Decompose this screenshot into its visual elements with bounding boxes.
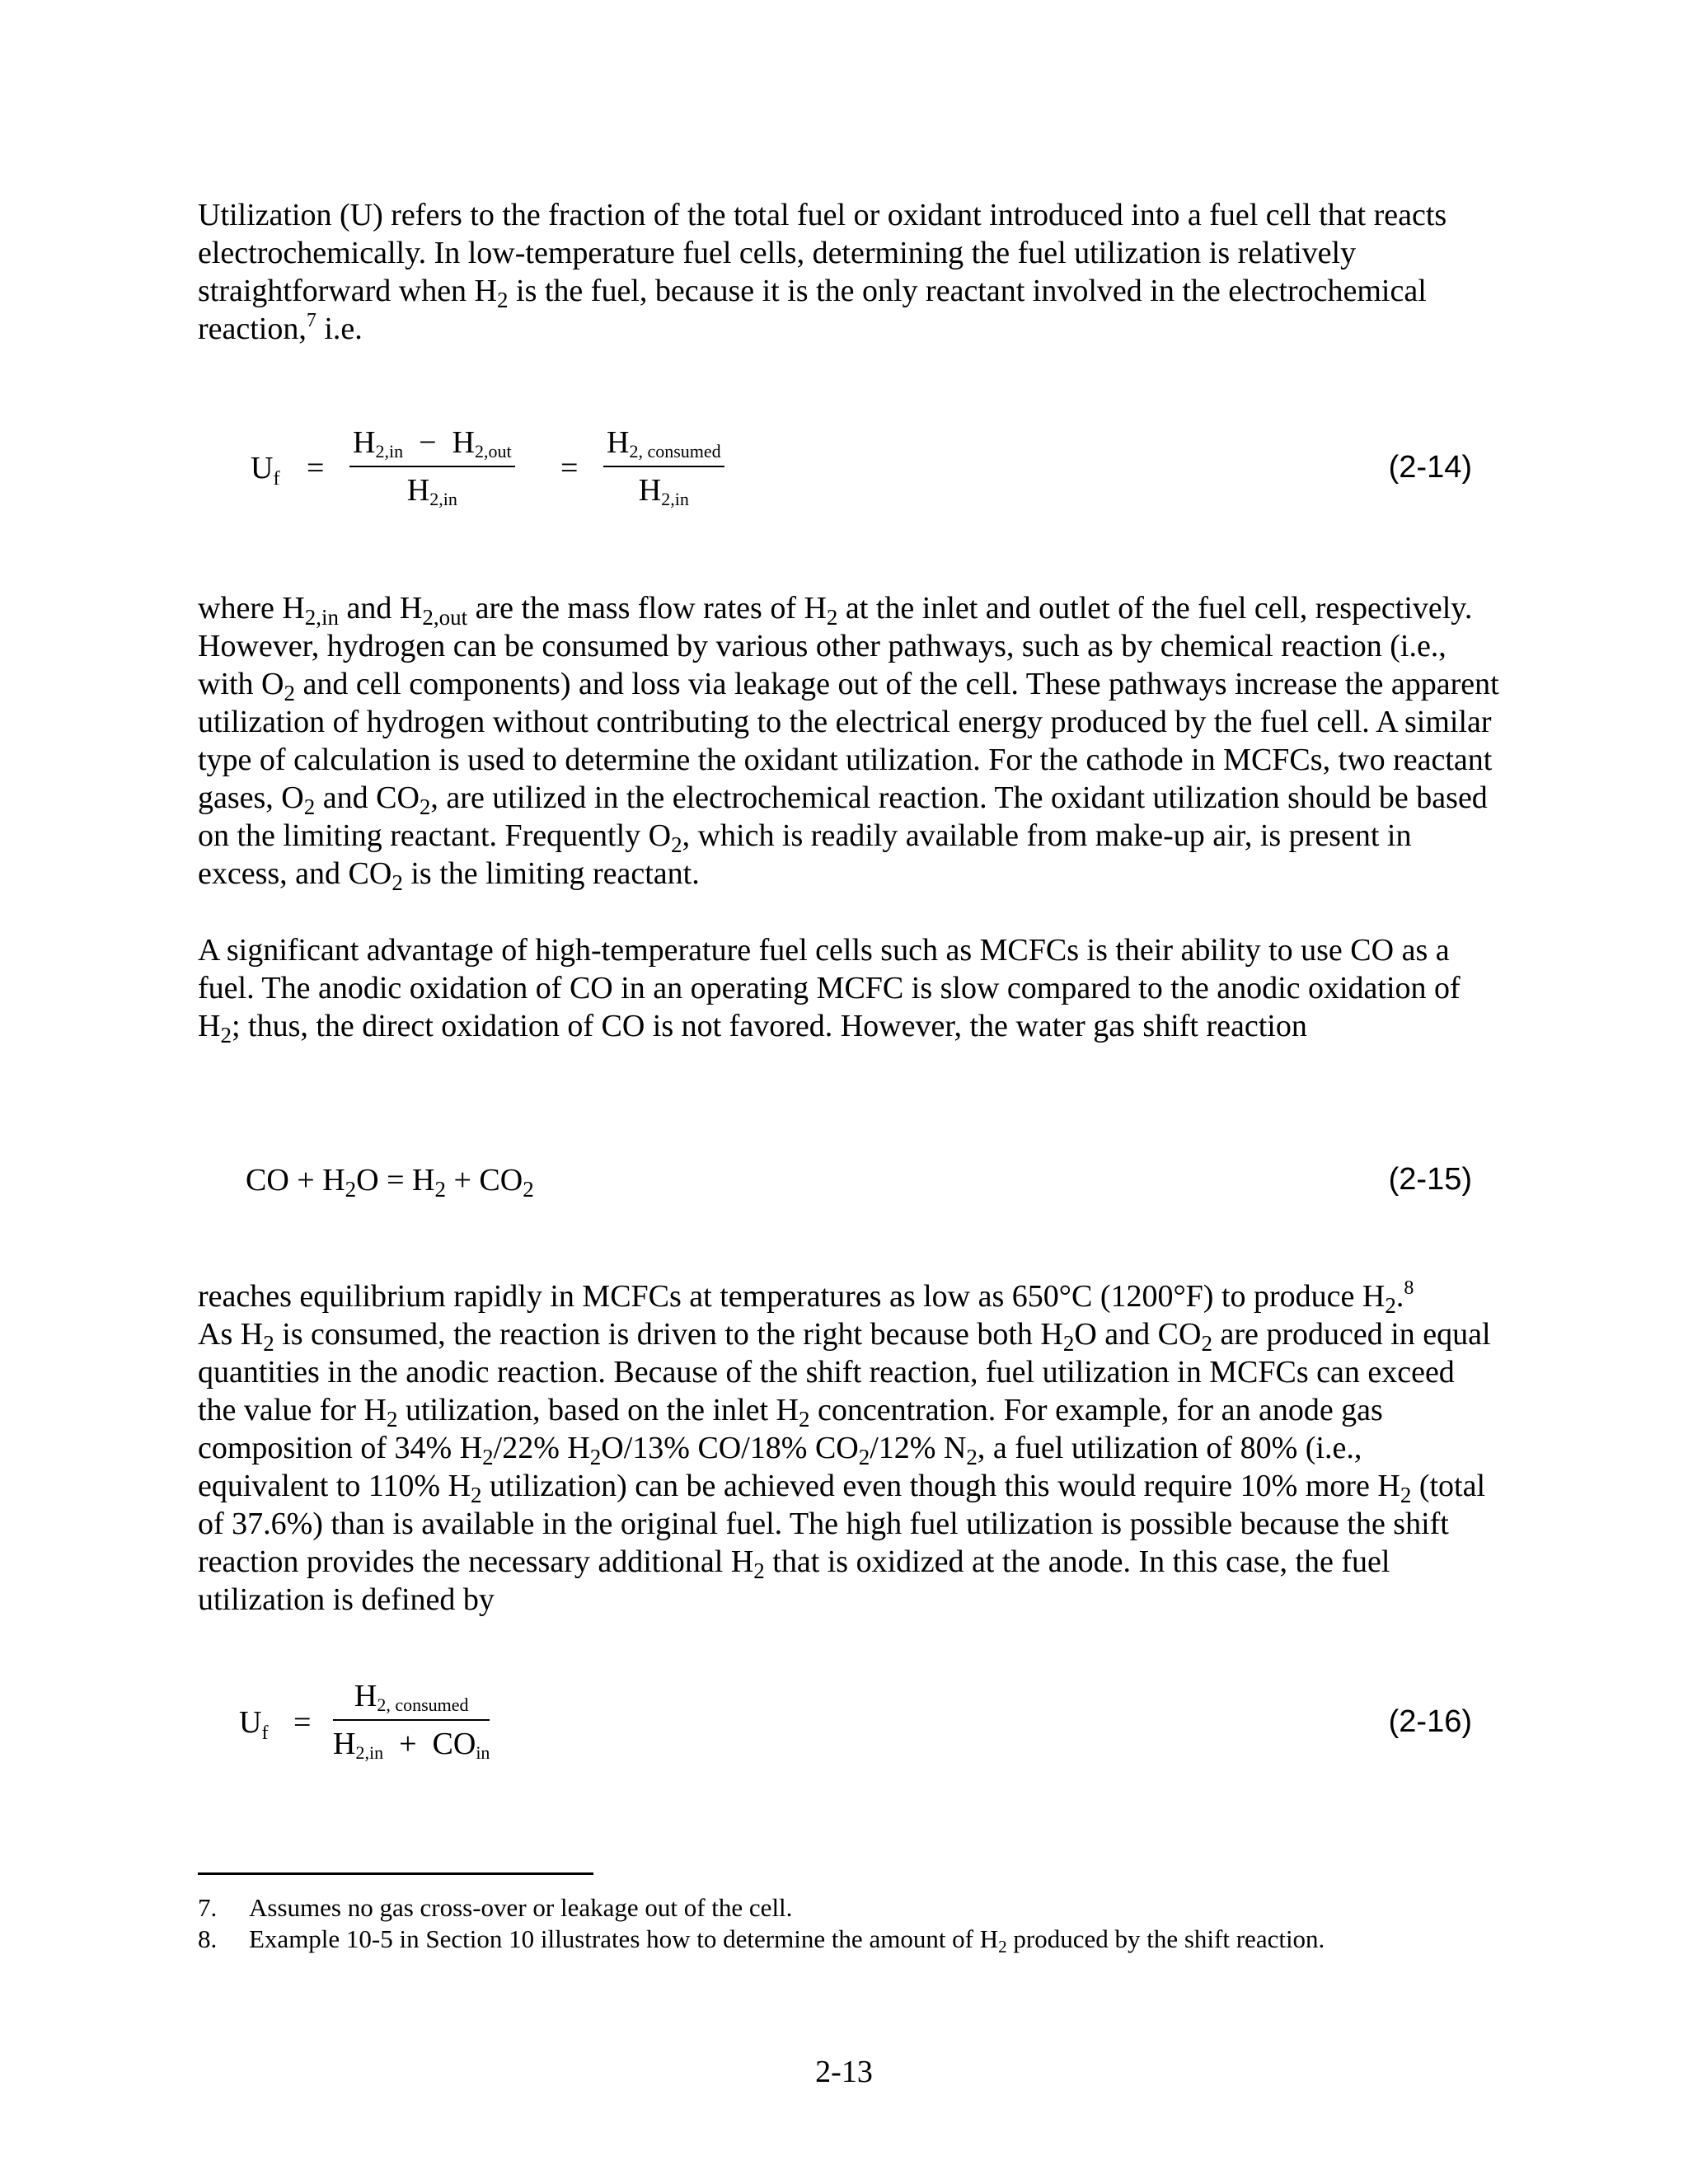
text: ; thus, the direct oxidation of CO is not favored. However, the water gas shift reaction [231,1009,1307,1043]
text: and cell components) and loss via leakage out of the cell. These pathways increase the apparent utilization of hydrogen without contributing to the electrical energy produced by the fuel cell. A similar type of calculation is used to determine the oxidant utilization. For the cathode in MCFCs, two reactant gases, O [198,667,1499,815]
subscript: 2 [220,1023,232,1047]
page-number: 2-13 [815,2055,873,2089]
footnote-number: 8. [198,1924,218,1953]
numerator [333,1678,490,1721]
paragraph-mass-flow [198,589,1500,893]
text: are the mass flow rates of H [467,591,827,626]
numerator [603,424,724,467]
subscript: 2 [497,288,509,312]
subscript: 2,out [474,441,512,462]
text: As H [198,1317,264,1352]
subscript: 2, consumed [377,1694,469,1715]
footnote-divider [198,1872,593,1875]
subscript: 2 [303,794,316,819]
subscript: 2 [1385,1293,1396,1318]
numerator [349,424,515,467]
text: Utilization (U) refers to the fraction of the total fuel or oxidant introduced into a fuel cell that reacts electrochemically. In low-temperature fuel cells, determining the fuel utilization is relatively straightforward when H [198,198,1447,308]
equals-sign: = [307,451,325,485]
symbol-h: H [452,425,475,460]
footnote-ref-7: 7 [306,310,316,331]
symbol-h: H [406,473,430,508]
subscript-f: f [261,1722,269,1744]
paragraph-shift-reaction [198,1277,1500,1619]
eq16-lhs [239,1704,269,1744]
subscript: 2 [471,1483,482,1507]
subscript: 2,out [422,605,468,630]
symbol-h: H [354,1679,377,1713]
subscript: 2 [284,681,295,705]
subscript: 2,in [375,441,404,462]
denominator [333,1721,490,1762]
text: and H [339,591,423,626]
footnote-8 [198,1924,1325,1955]
text: are produced in equal quantities in the anodic reaction. Because of the shift reaction, fuel utilization in MCFCs can exceed the value for H [198,1317,1491,1427]
symbol-u: U [239,1705,262,1740]
plus-sign: + [399,1727,417,1761]
text: is consumed, the reaction is driven to the right because both H [274,1317,1063,1352]
subscript: 2,in [661,489,689,509]
subscript: 2 [1062,1331,1075,1356]
footnote-text: Example 10-5 in Section 10 illustrates how to determine the amount of H [249,1924,999,1953]
subscript: 2 [753,1558,765,1583]
text: . [1395,1279,1404,1314]
paragraph-co-fuel [198,931,1500,1045]
footnote-text: produced by the shift reaction. [1006,1924,1325,1953]
text: is the fuel, because it is the only reactant involved in the electrochemical reaction, [198,274,1427,346]
text: O/13% CO/18% CO [601,1431,859,1465]
text: utilization, based on the inlet H [397,1393,799,1427]
symbol-u: U [251,451,274,485]
equation-number: (2-14) [1388,450,1472,485]
text: at the inlet and outlet of the fuel cell, respectively. However, hydrogen can be consumed by various other pathways, such as by chemical reaction (i.e., with O [198,591,1473,701]
text: + CO [446,1163,523,1197]
text: CO + H [246,1163,345,1197]
subscript: 2 [523,1177,534,1202]
subscript: 2,in [304,605,340,630]
subscript: 2 [858,1445,870,1469]
subscript: 2 [392,870,403,895]
fraction-consumed [603,424,724,509]
text: and CO [315,780,420,815]
footnote-ref-8: 8 [1404,1277,1414,1299]
eq14-lhs [251,450,280,490]
subscript: 2 [966,1445,978,1469]
denominator [603,467,724,509]
subscript: 2 [419,794,431,819]
footnote-number: 7. [198,1893,218,1922]
text: A significant advantage of high-temperature fuel cells such as MCFCs is their ability to use CO as a fuel. The anodic oxidation of CO in an operating MCFC is slow compared to the anodic oxidation of H [198,933,1461,1043]
text: concentration. For example, for an anode gas composition of 34% H [198,1393,1383,1465]
text: O and CO [1074,1317,1202,1352]
fraction-difference [349,424,515,509]
denominator [349,467,515,509]
footnote-7 [198,1892,792,1924]
subscript: 2 [798,1407,810,1432]
fraction-fuel-utilization [333,1678,490,1762]
subscript: 2 [671,832,682,857]
subscript: 2 [345,1177,357,1202]
symbol-h: H [353,425,376,460]
text: , which is readily available from make-up air, is present in excess, and CO [198,818,1412,891]
text: utilization) can be achieved even though this would require 10% more H [481,1469,1400,1503]
symbol-h: H [607,425,630,460]
subscript: 2, consumed [629,441,721,462]
text: /12% N [870,1431,967,1465]
symbol-h: H [638,473,662,508]
subscript: 2 [589,1445,602,1469]
subscript: 2 [1400,1483,1412,1507]
equation-number: (2-15) [1388,1162,1472,1197]
text: i.e. [316,312,363,346]
subscript: 2 [434,1177,446,1202]
subscript: 2 [998,1937,1007,1957]
equation-number: (2-16) [1388,1704,1472,1739]
subscript: 2 [1201,1331,1212,1356]
subscript: 2,in [429,489,457,509]
text: (total of 37.6%) than is available in the original fuel. The high fuel utilization is possible because the shift reaction provides the necessary additional H [198,1469,1486,1579]
symbol-h: H [333,1727,356,1761]
text: that is oxidized at the anode. In this case, the fuel utilization is defined by [198,1544,1390,1617]
subscript: 2 [263,1331,274,1356]
text: , a fuel utilization of 80% (i.e., equivalent to 110% H [198,1431,1362,1503]
text: where H [198,591,305,626]
text: reaches equilibrium rapidly in MCFCs at temperatures as low as 650°C (1200°F) to produce H [198,1279,1386,1314]
footnote-text: Assumes no gas cross-over or leakage out of the cell. [249,1893,793,1922]
equals-sign: = [293,1705,312,1740]
text: is the limiting reactant. [402,856,700,891]
symbol-co: CO [432,1727,476,1761]
subscript: 2,in [355,1742,384,1763]
paragraph-utilization-intro [198,196,1500,348]
subscript: 2 [386,1407,398,1432]
subscript: 2 [482,1445,494,1469]
text: /22% H [493,1431,590,1465]
subscript-f: f [273,468,280,490]
text: , are utilized in the electrochemical reaction. The oxidant utilization should be based on the limiting reactant. Frequently O [198,780,1488,853]
subscript: in [476,1742,490,1763]
eq15-body [246,1162,534,1202]
subscript: 2 [826,605,838,630]
equals-sign: = [560,451,579,485]
text: O = H [356,1163,435,1197]
minus-sign: − [419,425,437,460]
